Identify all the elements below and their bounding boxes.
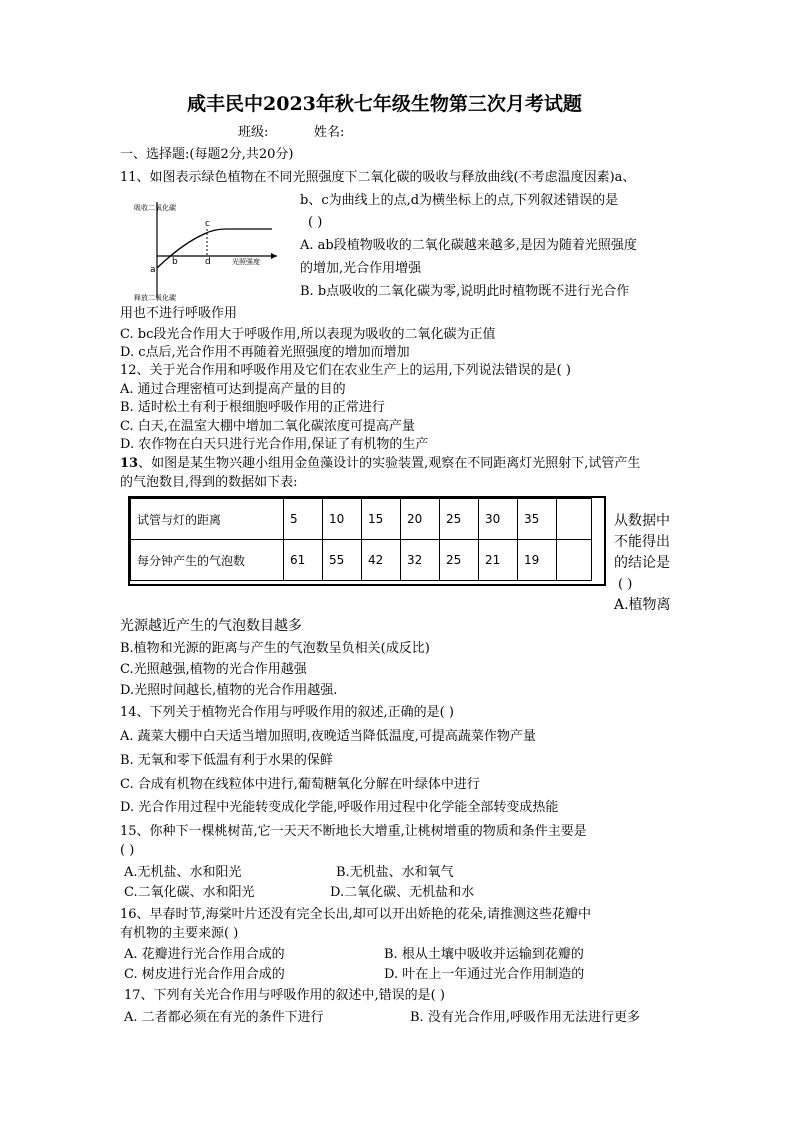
table-cell: 19	[518, 540, 557, 581]
q15-answer-paren: ( )	[120, 843, 135, 858]
table-cell: 30	[479, 499, 518, 540]
q11-option-b-cont: 用也不进行呼吸作用	[120, 306, 238, 321]
row1-label: 试管与灯的距离	[131, 499, 284, 540]
q12-option-a: A. 通过合理密植可达到提高产量的目的	[120, 382, 346, 397]
q16-stem-line2: 有机物的主要来源( )	[120, 926, 239, 941]
q16-option-b: B. 根从土壤中吸收并运输到花瓣的	[384, 947, 584, 962]
q12-option-b: B. 适时松土有利于根细胞呼吸作用的正常进行	[120, 400, 385, 415]
q14-option-d: D. 光合作用过程中光能转变成化学能,呼吸作用过程中化学能全部转变成热能	[120, 800, 559, 815]
point-c-label: c	[205, 219, 210, 229]
x-axis-arrow	[271, 253, 277, 259]
page-title: 咸丰民中2023年秋七年级生物第三次月考试题	[187, 93, 582, 115]
q11-option-d: D. c点后,光合作用不再随着光照强度的增加而增加	[120, 345, 410, 360]
q13-option-c: C.光照越强,植物的光合作用越强	[120, 662, 307, 677]
q16-option-d: D. 叶在上一年通过光合作用制造的	[384, 967, 585, 982]
q14-stem: 14、下列关于植物光合作用与呼吸作用的叙述,正确的是( )	[120, 705, 454, 720]
q13-side-text-2: 不能得出	[614, 534, 670, 550]
section-heading: 一、选择题:(每题2分,共20分)	[120, 147, 294, 162]
q15-option-b: B.无机盐、水和氧气	[336, 865, 454, 880]
table-cell: 42	[362, 540, 401, 581]
q15-stem: 15、你种下一棵桃树苗,它一天天不断地长大增重,让桃树增重的物质和条件主要是	[120, 824, 587, 839]
q14-option-c: C. 合成有机物在线粒体中进行,葡萄糖氧化分解在叶绿体中进行	[120, 777, 480, 792]
table-row	[131, 499, 592, 540]
table-cell: 20	[401, 499, 440, 540]
q14-option-a: A. 蔬菜大棚中白天适当增加照明,夜晚适当降低温度,可提高蔬菜作物产量	[120, 729, 536, 744]
q11-stem-line1: 11、如图表示绿色植物在不同光照强度下二氧化碳的吸收与释放曲线(不考虑温度因素)a、	[120, 170, 636, 185]
q15-option-c: C.二氧化碳、水和阳光	[124, 885, 255, 900]
table-cell: 25	[440, 540, 479, 581]
table-cell: 32	[401, 540, 440, 581]
name-label: 姓名:	[314, 125, 345, 140]
q13-option-b: B.植物和光源的距离与产生的气泡数呈负相关(成反比)	[120, 641, 430, 656]
q13-side-text-3: 的结论是	[614, 555, 670, 571]
row2-label: 每分钟产生的气泡数	[131, 540, 284, 581]
table-cell: 55	[323, 540, 362, 581]
q12-option-d: D. 农作物在白天只进行光合作用,保证了有机物的生产	[120, 437, 429, 452]
table-cell: 61	[284, 540, 323, 581]
q11-stem-line2: b、c为曲线上的点,d为横坐标上的点,下列叙述错误的是	[300, 193, 619, 208]
bubble-data-table	[130, 498, 592, 581]
q15-option-d: D.二氧化碳、无机盐和水	[330, 885, 475, 900]
q13-answer-paren: ( )	[618, 577, 633, 592]
q13-side-text-1: 从数据中	[614, 513, 670, 529]
table-cell: 5	[284, 499, 323, 540]
q11-option-b: B. b点吸收的二氧化碳为零,说明此时植物既不进行光合作	[300, 284, 630, 299]
q13-option-d: D.光照时间越长,植物的光合作用越强.	[120, 683, 338, 698]
q16-stem-line1: 16、早春时节,海棠叶片还没有完全长出,却可以开出娇艳的花朵,请推测这些花瓣中	[120, 907, 591, 922]
q13-stem-line2: 的气泡数目,得到的数据如下表:	[120, 475, 298, 490]
q13-option-a-cont: 光源越近产生的气泡数目越多	[120, 618, 302, 634]
q13-stem-line1	[120, 455, 640, 472]
q11-option-a-cont: 的增加,光合作用增强	[300, 261, 422, 276]
q17-option-b: B. 没有光合作用,呼吸作用无法进行更多	[410, 1010, 640, 1025]
graph-ylabel-bottom: 释放二氧化碳	[134, 294, 176, 302]
table-cell: 10	[323, 499, 362, 540]
point-d-label: d	[205, 257, 211, 267]
table-cell: 25	[440, 499, 479, 540]
q13-option-a: A.植物离	[614, 597, 671, 613]
class-label: 班级:	[238, 125, 269, 140]
q17-stem: 17、下列有关光合作用与呼吸作用的叙述中,错误的是( )	[124, 988, 445, 1003]
table-cell: 35	[518, 499, 557, 540]
q14-option-b: B. 无氧和零下低温有利于水果的保鲜	[120, 753, 333, 768]
q17-option-a: A. 二者都必须在有光的条件下进行	[124, 1010, 324, 1025]
q11-answer-paren: ( )	[308, 215, 323, 230]
table-cell: 21	[479, 540, 518, 581]
q15-option-a: A.无机盐、水和阳光	[124, 865, 242, 880]
q12-option-c: C. 白天,在温室大棚中增加二氧化碳浓度可提高产量	[120, 419, 415, 434]
q16-option-c: C. 树皮进行光合作用合成的	[124, 967, 285, 982]
q13-stem-text: 、如图是某生物兴趣小组用金鱼藻设计的实验装置,观察在不同距离灯光照射下,试管产生	[138, 456, 641, 471]
graph-ylabel-top: 吸收二氧化碳	[134, 204, 176, 212]
table-cell	[557, 540, 592, 581]
q16-option-a: A. 花瓣进行光合作用合成的	[124, 947, 285, 962]
table-row	[131, 540, 592, 581]
table-cell: 15	[362, 499, 401, 540]
point-b-label: b	[172, 257, 178, 267]
graph-xlabel: 光照强度	[232, 258, 260, 266]
co2-curve-graph	[132, 198, 282, 304]
table-cell	[557, 499, 592, 540]
q12-stem: 12、关于光合作用和呼吸作用及它们在农业生产上的运用,下列说法错误的是( )	[120, 363, 571, 378]
q11-option-a: A. ab段植物吸收的二氧化碳越来越多,是因为随着光照强度	[300, 238, 637, 253]
point-a-label: a	[150, 265, 156, 275]
q13-number: 13	[120, 456, 139, 471]
q11-option-c: C. bc段光合作用大于呼吸作用,所以表现为吸收的二氧化碳为正值	[120, 327, 496, 342]
